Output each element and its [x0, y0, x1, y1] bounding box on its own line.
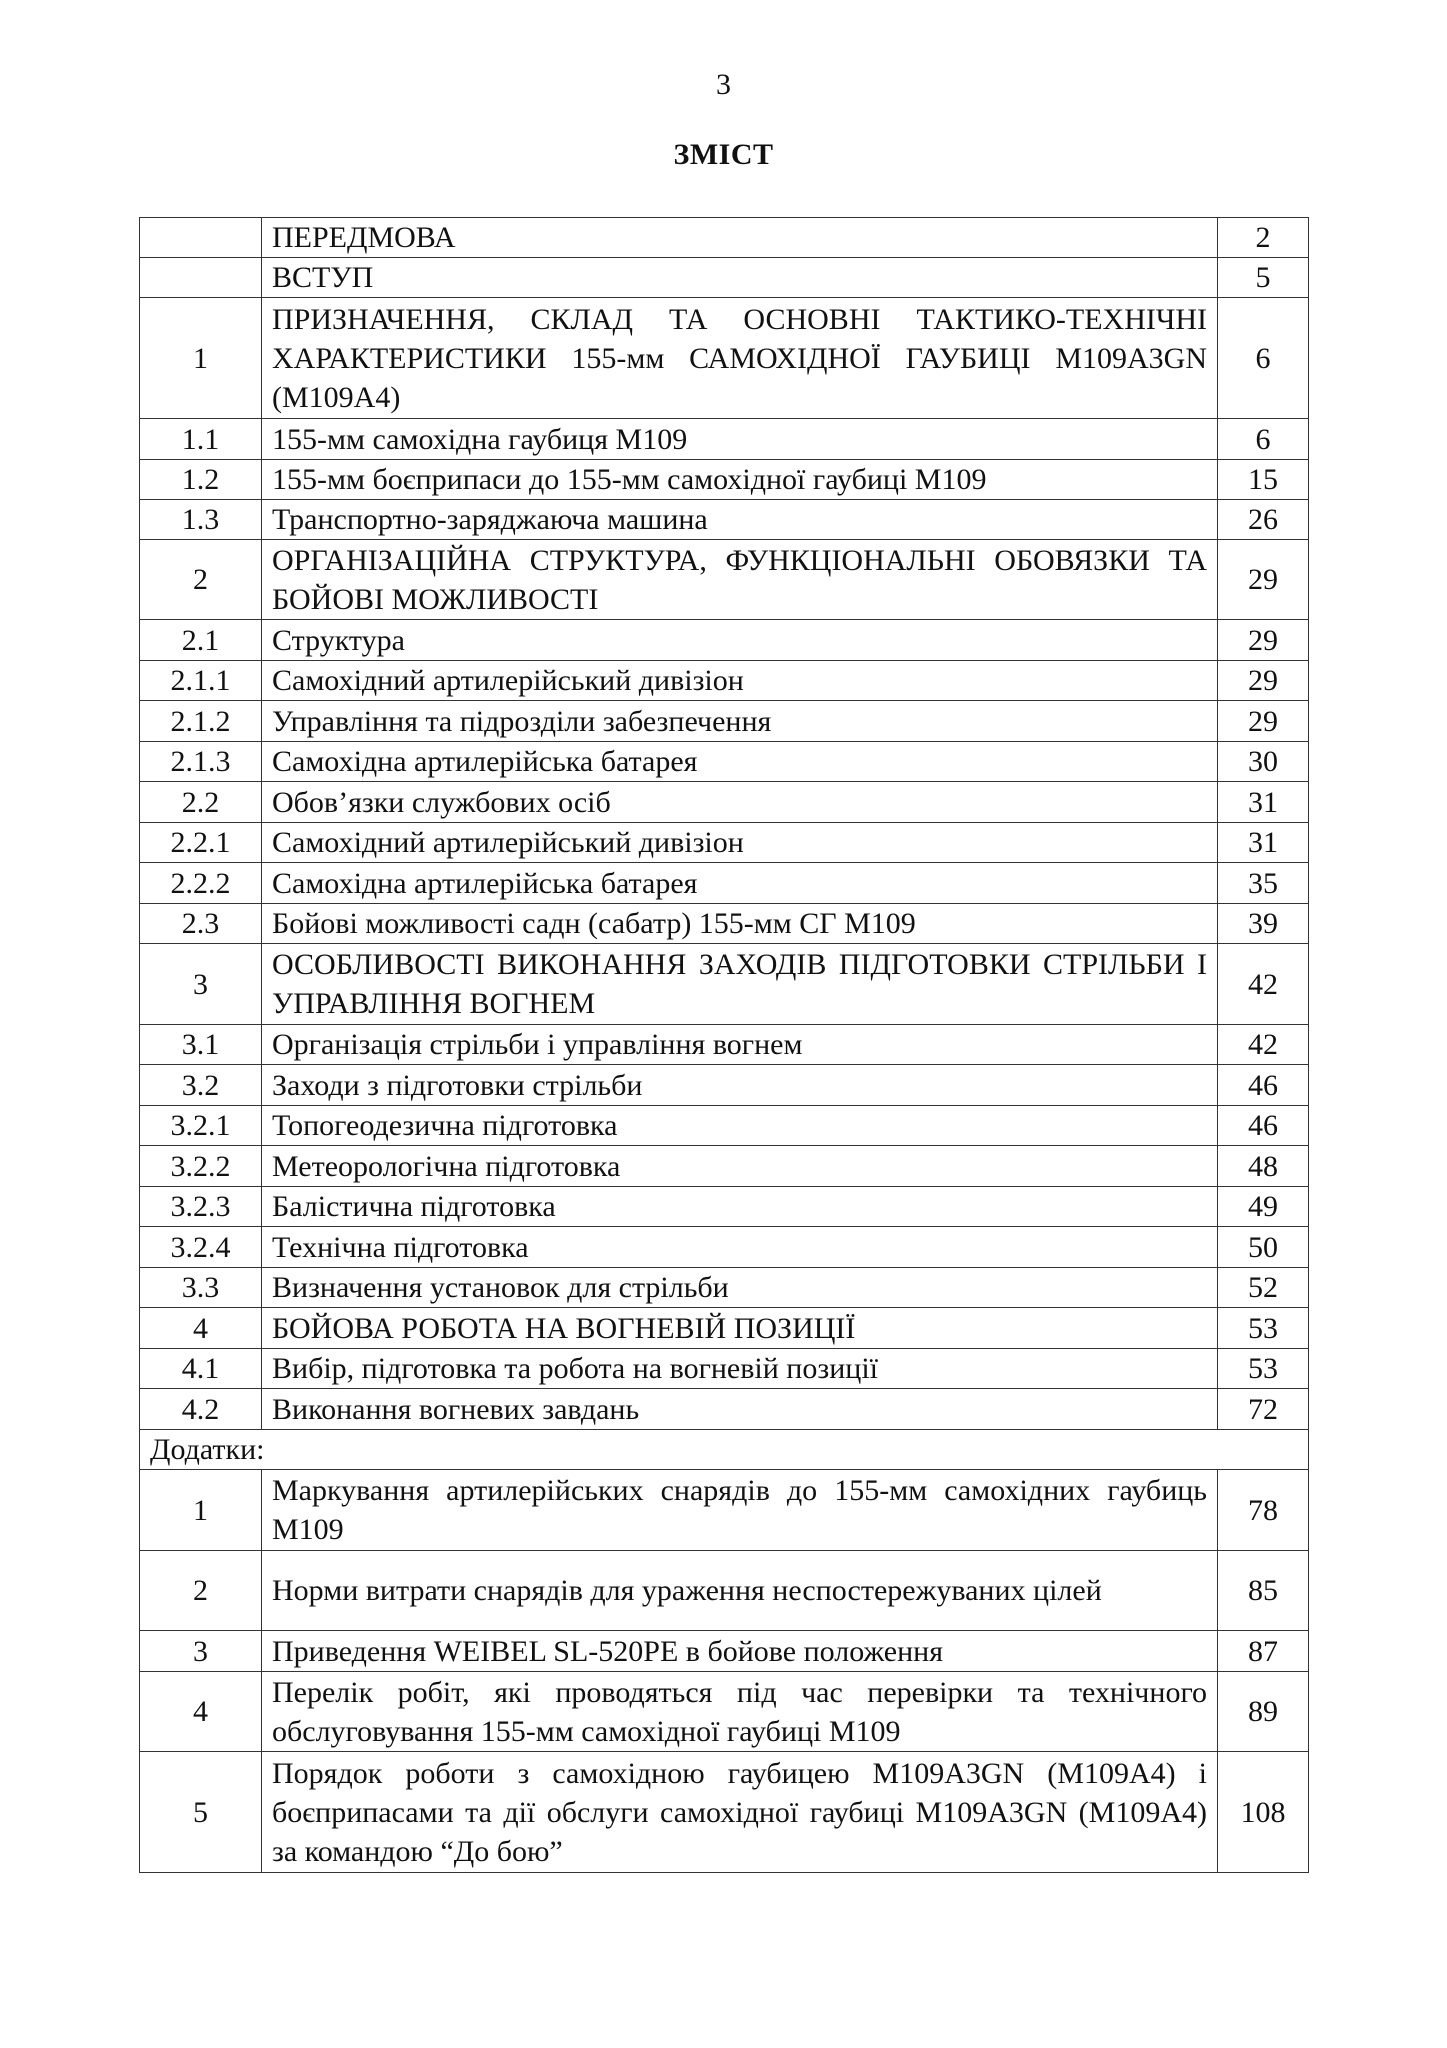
section-number: 3.1 — [140, 1025, 262, 1065]
section-number: 3.2.1 — [140, 1106, 262, 1146]
page-ref: 29 — [1218, 540, 1309, 620]
toc-row — [140, 1308, 1309, 1349]
section-number: 3.2.4 — [140, 1227, 262, 1268]
page-ref: 2 — [1218, 218, 1309, 258]
section-title: Самохідна артилерійська батарея — [262, 863, 1218, 904]
toc-row — [140, 298, 1309, 419]
page-ref: 29 — [1218, 661, 1309, 701]
toc-row — [140, 1752, 1309, 1873]
page-ref: 46 — [1218, 1065, 1309, 1106]
toc-row — [140, 620, 1309, 661]
appendix-title: Маркування артилерійських снарядів до 155-мм самохідних гаубиць М109 — [262, 1470, 1218, 1551]
section-number: 3 — [140, 944, 262, 1025]
section-number: 3.3 — [140, 1268, 262, 1308]
page-ref: 89 — [1218, 1672, 1309, 1752]
section-number — [140, 218, 262, 258]
toc-row — [140, 500, 1309, 540]
page-ref: 31 — [1218, 823, 1309, 863]
page-ref: 53 — [1218, 1349, 1309, 1389]
section-title: Обов’язки службових осіб — [262, 782, 1218, 823]
section-title: Вибір, підготовка та робота на вогневій позиції — [262, 1349, 1218, 1389]
section-number: 4.2 — [140, 1389, 262, 1430]
appendix-number: 5 — [140, 1752, 262, 1873]
section-title: ПРИЗНАЧЕННЯ, СКЛАД ТА ОСНОВНІ ТАКТИКО-ТЕХНІЧНІ ХАРАКТЕРИСТИКИ 155-мм САМОХІДНОЇ ГАУБИЦІ M109A3GN (M109A4) — [262, 298, 1218, 419]
toc-row — [140, 1631, 1309, 1672]
toc-row — [140, 742, 1309, 782]
toc-row — [140, 1065, 1309, 1106]
page-ref: 6 — [1218, 298, 1309, 419]
section-title: Структура — [262, 620, 1218, 661]
toc-row — [140, 218, 1309, 258]
section-number: 1.2 — [140, 460, 262, 500]
section-number: 2 — [140, 540, 262, 620]
page-ref: 29 — [1218, 701, 1309, 742]
page-ref: 72 — [1218, 1389, 1309, 1430]
section-number: 1.1 — [140, 419, 262, 460]
appendix-header-row — [140, 1430, 1309, 1470]
page-ref: 49 — [1218, 1187, 1309, 1227]
section-title: Виконання вогневих завдань — [262, 1389, 1218, 1430]
section-number: 2.2.2 — [140, 863, 262, 904]
section-number: 2.1.2 — [140, 701, 262, 742]
page-ref: 39 — [1218, 904, 1309, 944]
section-title: Організація стрільби і управління вогнем — [262, 1025, 1218, 1065]
page-ref: 53 — [1218, 1308, 1309, 1349]
toc-row — [140, 419, 1309, 460]
toc-row — [140, 1106, 1309, 1146]
toc-row — [140, 1349, 1309, 1389]
toc-row — [140, 904, 1309, 944]
page-ref: 87 — [1218, 1631, 1309, 1672]
section-number: 1.3 — [140, 500, 262, 540]
page-ref: 78 — [1218, 1470, 1309, 1551]
section-title: ВСТУП — [262, 258, 1218, 298]
toc-row — [140, 1025, 1309, 1065]
section-title: Управління та підрозділи забезпечення — [262, 701, 1218, 742]
page-number: 3 — [716, 68, 731, 101]
section-title: БОЙОВА РОБОТА НА ВОГНЕВІЙ ПОЗИЦІЇ — [262, 1308, 1218, 1349]
appendix-label: Додатки: — [140, 1430, 1309, 1470]
section-title: ОРГАНІЗАЦІЙНА СТРУКТУРА, ФУНКЦІОНАЛЬНІ ОБОВЯЗКИ ТА БОЙОВІ МОЖЛИВОСТІ — [262, 540, 1218, 620]
appendix-number: 3 — [140, 1631, 262, 1672]
section-number — [140, 258, 262, 298]
section-number: 2.1.3 — [140, 742, 262, 782]
appendix-number: 2 — [140, 1551, 262, 1631]
page-ref: 50 — [1218, 1227, 1309, 1268]
page-ref: 30 — [1218, 742, 1309, 782]
section-number: 3.2 — [140, 1065, 262, 1106]
toc-row — [140, 1551, 1309, 1631]
toc-row — [140, 1227, 1309, 1268]
page-ref: 52 — [1218, 1268, 1309, 1308]
appendix-title: Перелік робіт, які проводяться під час перевірки та технічного обслуговування 155-мм самохідної гаубиці М109 — [262, 1672, 1218, 1752]
page-ref: 42 — [1218, 1025, 1309, 1065]
section-title: ПЕРЕДМОВА — [262, 218, 1218, 258]
section-title: Транспортно-заряджаюча машина — [262, 500, 1218, 540]
toc-row — [140, 823, 1309, 863]
toc-row — [140, 661, 1309, 701]
page-title: ЗМІСТ — [673, 138, 774, 171]
section-number: 2.1 — [140, 620, 262, 661]
section-number: 4.1 — [140, 1349, 262, 1389]
page-ref: 6 — [1218, 419, 1309, 460]
page-ref: 42 — [1218, 944, 1309, 1025]
section-title: Самохідна артилерійська батарея — [262, 742, 1218, 782]
section-title: 155-мм боєприпаси до 155-мм самохідної гаубиці М109 — [262, 460, 1218, 500]
appendix-title: Норми витрати снарядів для ураження неспостережуваних цілей — [262, 1551, 1218, 1631]
page-ref: 5 — [1218, 258, 1309, 298]
section-number: 2.1.1 — [140, 661, 262, 701]
section-title: Метеорологічна підготовка — [262, 1146, 1218, 1187]
section-number: 4 — [140, 1308, 262, 1349]
toc-row — [140, 1470, 1309, 1551]
toc-row — [140, 1146, 1309, 1187]
toc-row — [140, 1389, 1309, 1430]
page-ref: 46 — [1218, 1106, 1309, 1146]
section-number: 2.2 — [140, 782, 262, 823]
appendix-title: Приведення WEIBEL SL-520PE в бойове положення — [262, 1631, 1218, 1672]
appendix-title: Порядок роботи з самохідною гаубицею M109A3GN (M109A4) і боєприпасами та дії обслуги самохідної гаубиці M109A3GN (M109A4) за командою “До бою” — [262, 1752, 1218, 1873]
toc-row — [140, 782, 1309, 823]
section-number: 2.2.1 — [140, 823, 262, 863]
section-number: 1 — [140, 298, 262, 419]
toc-row — [140, 1268, 1309, 1308]
section-title: Топогеодезична підготовка — [262, 1106, 1218, 1146]
toc-row — [140, 701, 1309, 742]
page-ref: 108 — [1218, 1752, 1309, 1873]
section-title: 155-мм самохідна гаубиця М109 — [262, 419, 1218, 460]
appendix-number: 1 — [140, 1470, 262, 1551]
section-title: Балістична підготовка — [262, 1187, 1218, 1227]
toc-row — [140, 944, 1309, 1025]
section-title: ОСОБЛИВОСТІ ВИКОНАННЯ ЗАХОДІВ ПІДГОТОВКИ СТРІЛЬБИ І УПРАВЛІННЯ ВОГНЕМ — [262, 944, 1218, 1025]
section-title: Самохідний артилерійський дивізіон — [262, 823, 1218, 863]
toc-row — [140, 863, 1309, 904]
section-title: Визначення установок для стрільби — [262, 1268, 1218, 1308]
page-ref: 31 — [1218, 782, 1309, 823]
section-title: Бойові можливості садн (сабатр) 155-мм СГ М109 — [262, 904, 1218, 944]
appendix-number: 4 — [140, 1672, 262, 1752]
toc-row — [140, 460, 1309, 500]
page-ref: 15 — [1218, 460, 1309, 500]
toc-row — [140, 1187, 1309, 1227]
page-ref: 48 — [1218, 1146, 1309, 1187]
page-ref: 35 — [1218, 863, 1309, 904]
section-title: Технічна підготовка — [262, 1227, 1218, 1268]
section-number: 3.2.3 — [140, 1187, 262, 1227]
page-ref: 26 — [1218, 500, 1309, 540]
page-ref: 85 — [1218, 1551, 1309, 1631]
toc-row — [140, 258, 1309, 298]
section-number: 3.2.2 — [140, 1146, 262, 1187]
section-number: 2.3 — [140, 904, 262, 944]
toc-row — [140, 540, 1309, 620]
section-title: Заходи з підготовки стрільби — [262, 1065, 1218, 1106]
page-ref: 29 — [1218, 620, 1309, 661]
table-of-contents — [139, 217, 1309, 1873]
toc-row — [140, 1672, 1309, 1752]
section-title: Самохідний артилерійський дивізіон — [262, 661, 1218, 701]
